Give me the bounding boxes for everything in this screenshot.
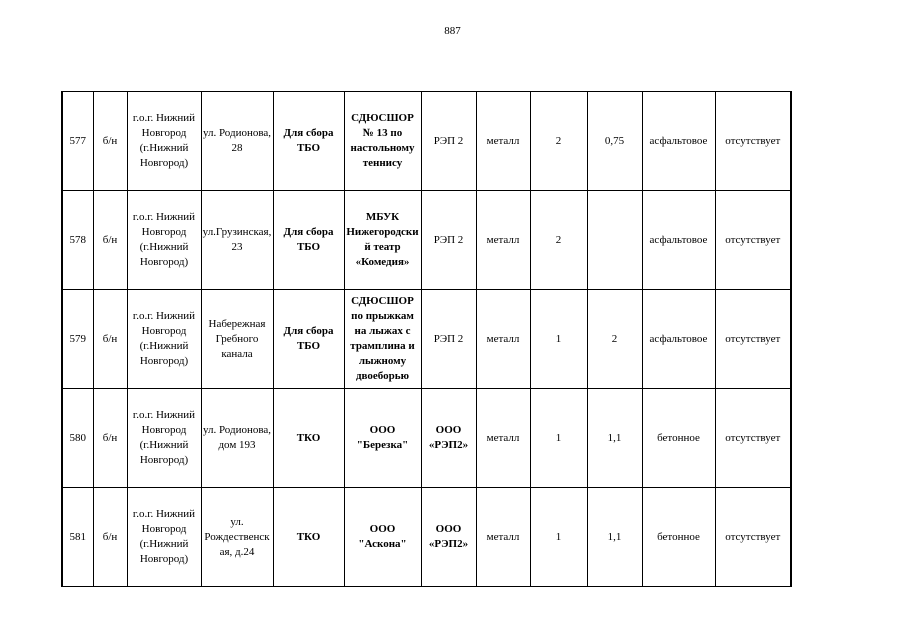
municipality-cell: г.о.г. Нижний Новгород (г.Нижний Новгород) (127, 290, 201, 389)
row-number-cell: 580 (62, 389, 93, 488)
owner-cell: ООО "Аскона" (344, 488, 421, 587)
table-row (62, 290, 791, 389)
registry-table (61, 91, 792, 587)
address-cell: ул. Рождественская, д.24 (201, 488, 273, 587)
municipality-cell: г.о.г. Нижний Новгород (г.Нижний Новгород) (127, 389, 201, 488)
bn-cell: б/н (93, 389, 127, 488)
count-cell: 1 (530, 389, 587, 488)
volume-cell: 1,1 (587, 389, 642, 488)
volume-cell (587, 191, 642, 290)
material-cell: металл (476, 290, 530, 389)
operator-cell: РЭП 2 (421, 191, 476, 290)
purpose-cell: ТКО (273, 488, 344, 587)
owner-cell: СДЮСШОР по прыжкам на лыжах с трамплина и лыжному двоеборью (344, 290, 421, 389)
fence-cell: отсутствует (715, 389, 791, 488)
fence-cell: отсутствует (715, 92, 791, 191)
purpose-cell: Для сбора ТБО (273, 290, 344, 389)
bn-cell: б/н (93, 488, 127, 587)
row-number-cell: 577 (62, 92, 93, 191)
surface-cell: асфальтовое (642, 191, 715, 290)
table-row (62, 191, 791, 290)
row-number-cell: 579 (62, 290, 93, 389)
address-cell: ул.Грузинская, 23 (201, 191, 273, 290)
row-number-cell: 578 (62, 191, 93, 290)
owner-cell: ООО "Березка" (344, 389, 421, 488)
table-row (62, 488, 791, 587)
fence-cell: отсутствует (715, 488, 791, 587)
table-row (62, 389, 791, 488)
count-cell: 1 (530, 488, 587, 587)
purpose-cell: Для сбора ТБО (273, 191, 344, 290)
material-cell: металл (476, 92, 530, 191)
material-cell: металл (476, 389, 530, 488)
operator-cell: РЭП 2 (421, 290, 476, 389)
volume-cell: 0,75 (587, 92, 642, 191)
address-cell: ул. Родионова, дом 193 (201, 389, 273, 488)
fence-cell: отсутствует (715, 191, 791, 290)
bn-cell: б/н (93, 290, 127, 389)
municipality-cell: г.о.г. Нижний Новгород (г.Нижний Новгород) (127, 191, 201, 290)
owner-cell: СДЮСШОР № 13 по настольному теннису (344, 92, 421, 191)
volume-cell: 2 (587, 290, 642, 389)
operator-cell: ООО «РЭП2» (421, 488, 476, 587)
page-number: 887 (444, 25, 461, 37)
address-cell: ул. Родионова, 28 (201, 92, 273, 191)
count-cell: 2 (530, 92, 587, 191)
fence-cell: отсутствует (715, 290, 791, 389)
count-cell: 1 (530, 290, 587, 389)
bn-cell: б/н (93, 191, 127, 290)
operator-cell: РЭП 2 (421, 92, 476, 191)
material-cell: металл (476, 488, 530, 587)
address-cell: Набережная Гребного канала (201, 290, 273, 389)
surface-cell: асфальтовое (642, 92, 715, 191)
volume-cell: 1,1 (587, 488, 642, 587)
purpose-cell: Для сбора ТБО (273, 92, 344, 191)
material-cell: металл (476, 191, 530, 290)
operator-cell: ООО «РЭП2» (421, 389, 476, 488)
purpose-cell: ТКО (273, 389, 344, 488)
bn-cell: б/н (93, 92, 127, 191)
row-number-cell: 581 (62, 488, 93, 587)
surface-cell: асфальтовое (642, 290, 715, 389)
table-row (62, 92, 791, 191)
municipality-cell: г.о.г. Нижний Новгород (г.Нижний Новгород) (127, 92, 201, 191)
owner-cell: МБУК Нижегородский театр «Комедия» (344, 191, 421, 290)
count-cell: 2 (530, 191, 587, 290)
surface-cell: бетонное (642, 389, 715, 488)
municipality-cell: г.о.г. Нижний Новгород (г.Нижний Новгород) (127, 488, 201, 587)
surface-cell: бетонное (642, 488, 715, 587)
